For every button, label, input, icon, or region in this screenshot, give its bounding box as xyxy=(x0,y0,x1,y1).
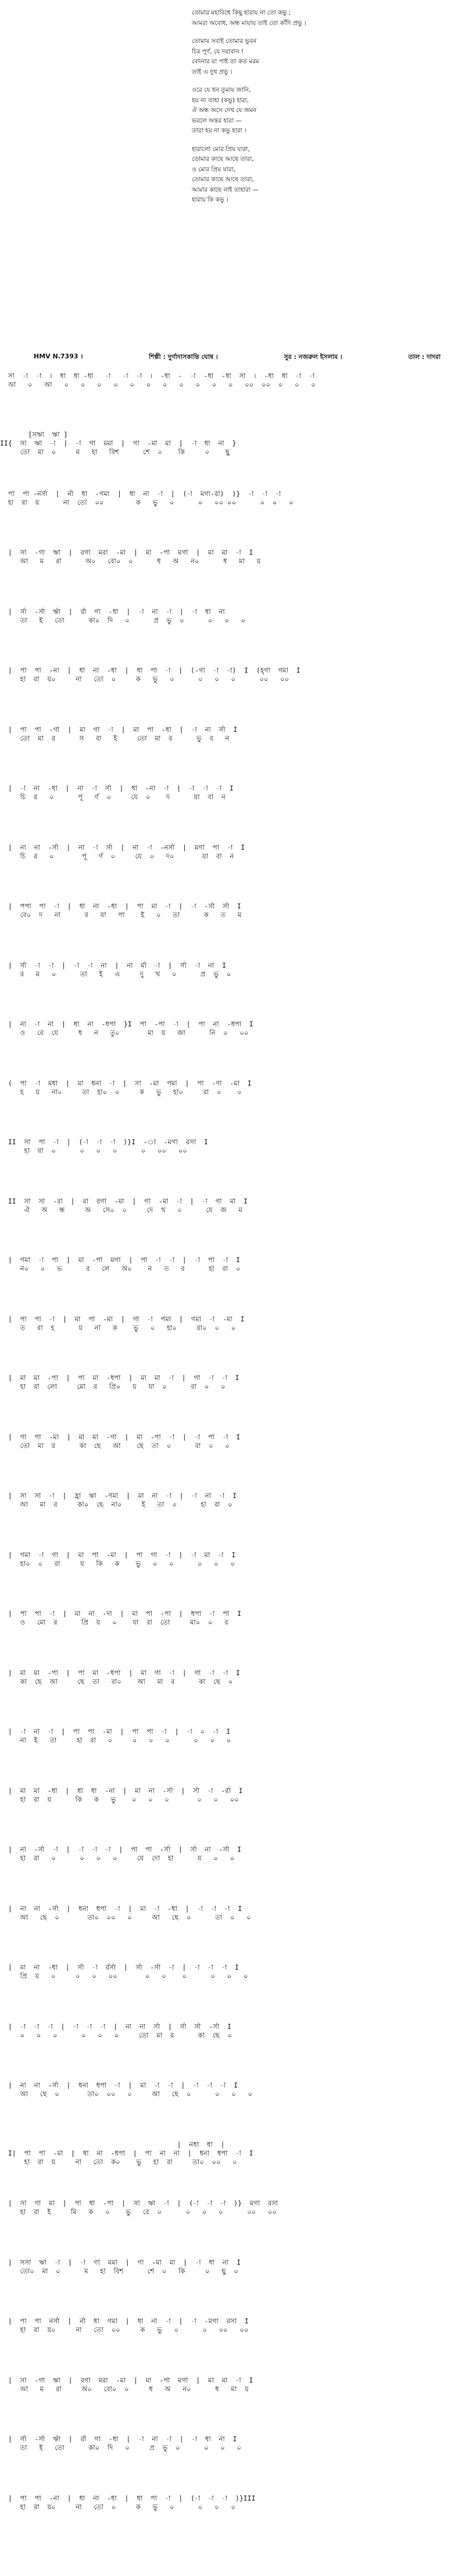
lyric-syllable-line: তো মা ০ ম হা বিশ শে ০ কি ০ ছু xyxy=(0,448,230,456)
notation-line: | মা না -ধা | র্সা -া র্রর্সা | র্সা -র্সা -া | -া -া -া I xyxy=(0,1963,239,1971)
poem-line: তোমার কাছে আছে তারা, xyxy=(192,156,254,163)
taal-label: তাল : দাদরা xyxy=(408,353,441,361)
lyric-syllable-line: হা রা য়০ না তো ০ ক ভু ০ ০ ০ ০ xyxy=(0,2503,235,2511)
notation-line: | পপা পা -া | ধা না -ধা | পা মা -া | -া -র্সা র্সা I xyxy=(0,902,241,910)
notation-line: | -া না -া | পা পা -মা | পা পা -া | -া ০ -া I xyxy=(0,1727,231,1736)
lyric-syllable-line: ০ ০ ০ ০ ০ ০ তো মা র কা ছে ০ xyxy=(0,2031,232,2039)
notation-line: I| পা পা -মা | ধা না -ধপা | পা না না | ধনা ধপা -া I xyxy=(0,2149,253,2157)
notation-line: | র্সা -র্সা র্ঋা | র্রা গা -ধা | -া না -া | -া ধা না xyxy=(0,608,225,616)
poem-line: চির পূর্ণ, যে দয়াবান ! xyxy=(192,48,244,55)
poem-stanza xyxy=(192,85,465,136)
notation-block xyxy=(0,548,465,566)
poem-stanza xyxy=(192,145,465,206)
notation-block xyxy=(0,725,465,743)
notation-line: II{ সা ঋা -া | -া গা মমা | গা -মা মা | -া ধা না } xyxy=(0,439,237,447)
lyric-syllable-line: প্রি য় ০ ০ ০ ০০ ০ ০ ০ ০ ০ ০ xyxy=(0,1972,248,1980)
poem-stanza xyxy=(192,8,465,28)
singer-credit: শিল্পী : দুর্গাদাসকান্তি ঘোষ । xyxy=(148,353,218,361)
notation-line: | মা মা -পা | পা মা -ধপা | মা মা -া | গা -া -া I xyxy=(0,1374,239,1382)
poem-line: তাই এ দুখ প্রভু । xyxy=(192,68,233,76)
notation-line: | পা পা -া | মা পা -মা | গা -া পমা | গমা -া -মা I xyxy=(0,1315,245,1323)
notation-block xyxy=(0,1197,465,1215)
lyric-syllable-line: তো মা র কা ছে আ ছে তা ০ রা ০ ০ xyxy=(0,1442,230,1450)
lyric-syllable-line: ন০ ০ ভ র লে অ০ ন ত র হা রা ০ xyxy=(0,1264,241,1273)
lyric-syllable-line: ত রা হ য় না ক ভু ০ হা০ রা০ ০ ০ xyxy=(0,1324,236,1332)
notation-block xyxy=(0,1551,465,1568)
lyric-syllable-line: চি র ০ পূ র্ণ ০ যে ০ দ০ য়া বা ন xyxy=(0,852,234,860)
poem-line: বেদনার যা পাই তা কত মরম xyxy=(192,58,259,65)
notation-line: | পা পা -া | মা না -দা | মা পা -পা | ধপা -া পা I xyxy=(0,1609,242,1618)
notation-line: | পা পা নর্সা | র্না ধা গমা | ধা না -া | -া -মগা রসা I xyxy=(0,2317,249,2325)
poem-line: তোমার মহাবিশ্বে কিছু হারায় না তো কভু ; xyxy=(192,9,291,16)
lyric-syllable-line: হা রা য়০ না তো ০ ক ভু ০ ০ ০ ০ ০০ ০০ xyxy=(0,675,289,683)
notation-block xyxy=(0,1845,465,1863)
poem-line: তোমার কাছে আছে তারা, xyxy=(192,176,254,183)
lyric-syllable-line: তা ই তো কা০ দি ০ প্র ভু ০ ০ ০ ০ xyxy=(0,616,245,624)
notation-block xyxy=(0,2435,465,2452)
notation-block xyxy=(0,1905,465,1922)
notation-block xyxy=(0,1138,465,1155)
notation-block xyxy=(0,2317,465,2334)
lyric-syllable-line: হা০ ০ রা য় কি ক ভু ০ ০ ০ ০ ০ xyxy=(0,1560,235,1568)
notation-line: | গমা -া গা | মা পা -মা | পা গা -া | -া মা -া I xyxy=(0,1551,236,1559)
notation-block xyxy=(0,490,465,507)
notation-block xyxy=(0,961,465,979)
poem-line: আমার কাছে নাই তাহারা — xyxy=(192,186,259,193)
notation-line: | -া -া -া | -া -া -া | না না র্সা | র্সা র্সা -র্সা I xyxy=(0,2022,231,2031)
notation-line: | না না -র্সা | না -া র্সা | না -া -নর্সা | মগা পা -া I xyxy=(0,843,245,852)
notation-line: II সা পা -া | (-া -া -া )}I -া -মগা রসা I xyxy=(0,1138,208,1146)
poem-line: তোমায় সবাই তোমার ভুবন xyxy=(192,38,257,45)
lyric-syllable-line: কা ছে আ ছে তা রা০ আ মা র কা ছে ০ xyxy=(0,1677,233,1686)
lyric-syllable-line: হা রা ০ ০ ০ ০ ০ ০০ ০০ xyxy=(0,1147,187,1155)
lyric-syllable-line: তো০ মা ০ ম হা বিশ শে ০ কি ০ ছু ০ xyxy=(0,2267,238,2275)
notation-line: [সঋা ঋা ] xyxy=(0,430,68,439)
notation-block xyxy=(0,1374,465,1391)
poem-line: ও মোর প্রিয় যারা, xyxy=(192,166,235,173)
notation-block xyxy=(0,1079,465,1097)
poem-lyrics xyxy=(0,8,465,214)
lyric-syllable-line: হ য় না০ তা হা০ ০ ক ভু হা০ রা ০ ০ xyxy=(0,1088,242,1096)
notation-line: | গমা -া পা | মা -পা মগা | পা -া -া | -া পা -া I xyxy=(0,1256,241,1264)
notation-block xyxy=(0,2081,465,2099)
lyric-syllable-line: ও রে যে ধ ন তু০ মা য় জা নি ০ ০০ xyxy=(0,1029,249,1037)
lyric-syllable-line: আ ০ আ ০ ০ ০ ০ ০ ০ ০ ০ ০ ০ ০ ০০ ০০ ০ ০ ০ xyxy=(0,380,316,389)
lyric-syllable-line: হা রা য় না তো ক০ ভু হা রা তা০ ০০ ০ xyxy=(0,2158,237,2166)
notation-line: | র্সা -র্সা র্ঋা | র্রা গা -ধা | -া না -া | -া ধা না I xyxy=(0,2435,237,2443)
notation-block xyxy=(0,1433,465,1450)
notation-line: | গা পা -মা | মা মা -গা | মা -পা -া | -া পা -া I xyxy=(0,1433,241,1441)
lyric-syllable-line: হা রা ০ ০ ০ ০ যে দো হা য় ০ ০ xyxy=(0,1854,235,1862)
lyric-syllable-line: ও মো র প্রি য় ০ যা রা তো মা০ ০ র xyxy=(0,1618,228,1626)
lyric-syllable-line: হা রা য় না তো ০০ ক ভু ০ ০ ০০ ০০ ০ ০ ০ xyxy=(0,498,294,506)
poem-stanza xyxy=(192,37,465,77)
notation-line: | সসা ঋা -া | -া গা মমা | গা -মা মা | -া ধা না I xyxy=(0,2258,241,2266)
notation-line: | না -া না | ধা না -ধপা }I পা -পা -া | পা না -ধপা I xyxy=(0,1020,253,1028)
notation-block xyxy=(0,2022,465,2040)
notation-line: সা -া -া । ধা ধা -ধা -া -া -া । -ধা - -া -ধা -ধা সা । -ধা ধা -া -া xyxy=(0,372,315,380)
lyric-syllable-line: চি র ০ পূ র্ণ ০ যে ০ দ য়া বা ন xyxy=(0,793,226,801)
lyric-syllable-line: হা রা ই মি ক ০ ভু রে ০ ০ ০ ০ ০০ ০০ xyxy=(0,2208,277,2216)
lyric-syllable-line: হা রা য় কি ক ভু ০ ০ ০ ০ ০ ০০ xyxy=(0,1795,239,1803)
notation-block xyxy=(0,2258,465,2276)
lyric-syllable-line: তা ই তো কা০ দি ০ প্র ভু ০ ০ ০ ০ xyxy=(0,2444,242,2452)
poem-line: আমরা অবোধ, অন্ধ মায়ায় তাই তো কাঁদি প্রভু । xyxy=(192,19,306,27)
notation-block xyxy=(0,430,465,457)
song-header xyxy=(34,352,441,363)
lyric-syllable-line: ঐ অ ন্ধ অ সে০ ০ দে খ ০ যে জ ম xyxy=(0,1206,242,1214)
notation-block xyxy=(0,1315,465,1332)
notation-line: | পা পা -না | ধা না -ধা | ধা পা -া | (-া -া -া )}III xyxy=(0,2494,256,2502)
notation-line: | মা মা -পা | পা মা -ধপা | মা গা -া | গা -া -া I xyxy=(0,1669,240,1677)
poem-line: তারা হয় না কভু হারা । xyxy=(192,127,246,134)
notation-block xyxy=(0,1727,465,1745)
poem-line: হারালো মোর প্রিয় যারা, xyxy=(192,145,250,153)
notation-block xyxy=(0,2140,465,2167)
poem-line: হারায় কি কভু । xyxy=(192,196,228,203)
notation-block xyxy=(0,1963,465,1981)
notation-block xyxy=(0,372,465,389)
lyric-syllable-line: হা রা য়০ না তো ০০ ক ভু ০ ০ ০০ ০০ xyxy=(0,2326,249,2334)
notation-block xyxy=(0,2376,465,2394)
notation-line: | পা পা -গা | মা গা -া | মা পা -ধা | -া না র্সা I xyxy=(0,725,238,734)
lyric-syllable-line: আ ম রা অ০ বো০ ০ ধ অ ন০ ধ মা য় xyxy=(0,557,261,565)
notation-block xyxy=(0,902,465,919)
notation-line: ( পা -া মধা | মা ধনা -া | সা -মা পমা | পা -ণা -মা I xyxy=(0,1079,252,1087)
notation-line: পা পা -নর্সা | র্না ধা -গমা | ধা না -া | (-া মগা-রা) )} -া -া -া xyxy=(0,490,281,498)
notation-line: | না না -র্সা | ধনা ধপা -া | মা -া -া | -া -া -া I xyxy=(0,2081,238,2089)
poem-line: হয় না তাহা (কভু) হারা, xyxy=(192,96,249,104)
notation-block xyxy=(0,1609,465,1627)
notation-block xyxy=(0,608,465,625)
notation-block xyxy=(0,843,465,861)
notation-line: | নধা ধা | xyxy=(0,2140,225,2149)
notation-block xyxy=(0,1787,465,1804)
notation-line: | মা মা -ধা | ধা ধা -না | মা না -র্সা | র্সা -া -র্রা I xyxy=(0,1787,243,1795)
notation-block xyxy=(0,784,465,802)
notation-line: | পা পা -না | ধা না -ধা | ধা পা -া | (-গা -া -া) I (হ্গা গমা I xyxy=(0,666,301,674)
poem-line: ভরলে অন্তর হারা — xyxy=(192,117,242,124)
lyric-syllable-line: তো মা র স বা ই তো মা র ভু ব ন xyxy=(0,734,230,742)
notation-line: | না -র্সা -া | -া -া -া | পা পা -র্সা | র্সা না -র্সা I xyxy=(0,1845,242,1853)
lyric-syllable-line: আ ম রা অ০ বো০ ০ ধ অ ন০ ধ মা য় xyxy=(0,2385,249,2393)
notation-block xyxy=(0,1669,465,1686)
notation-block xyxy=(0,1492,465,1509)
lyric-syllable-line: র ম ০ তা ই এ দু খ ০ প্র ভু ০ xyxy=(0,970,231,978)
notation-line: II সা সা -রা | রা রগা -মা | গা -মা -া | -া গা মা I xyxy=(0,1197,248,1205)
notation-line: | -া না -ধা | না -া র্সা | ধা -না -া | -া -া -া I xyxy=(0,784,234,792)
notation-line: | সা গা মা | পা ধা -পা | সা ঋা -া | (-া -া -া )} মগা রসা xyxy=(0,2199,278,2207)
lyric-syllable-line: আ ছে ০ তা০ ০০ ০ আ ছে ০ তা ০ ০ xyxy=(0,1913,251,1921)
notation-line: | সা -গা ঋা | রগা মরা -মা | মা -পা মগা | মা মা -া I xyxy=(0,2376,253,2384)
poem-line: ওরে যে ধন তুমায় জানি, xyxy=(192,87,251,94)
lyric-syllable-line: বে০ দ না র যা পা ই ০ তা ক ত ম xyxy=(0,911,242,919)
notation-block xyxy=(0,1256,465,1273)
lyric-syllable-line: আ ছে ০ তা০ ০০ ০ আ ছে ০ ০ ০ ০ xyxy=(0,2090,252,2098)
poem-line: ঐ অন্ধ অসে দেখ যে জমন xyxy=(192,107,257,114)
notation-line: | সা -গা ঋা | রগা মরা -মা | মা -পা মগা | মা মা -া I xyxy=(0,548,253,556)
composer-credit: সুর : নজরুল ইসলাম । xyxy=(284,353,342,361)
notation-block xyxy=(0,1020,465,1037)
record-number: HMV N.7393 । xyxy=(34,353,83,360)
notation-block xyxy=(0,2494,465,2512)
notation-line: | সা সা -া | হ্রা ঋা -ণমা | মা না -া | -া না -া I xyxy=(0,1492,237,1500)
lyric-syllable-line: আ মা র কা০ ছে না০ ই তা ০ হা রা ০ xyxy=(0,1500,233,1508)
notation-block xyxy=(0,2199,465,2216)
lyric-syllable-line: না ই তা হা রা ০ ০ ০ ০ ০ ০ ০ xyxy=(0,1736,231,1744)
notation-line: | না না -র্সা | ধনা ধপা -া | মা -া -ধা | -া -া -া I xyxy=(0,1905,242,1913)
notation-line: | র্সা -া -া | -া -া না | না র্মা -া | র্সা -া না I xyxy=(0,961,226,969)
notation-block xyxy=(0,666,465,684)
lyric-syllable-line: হা রা লো মো র প্রি০ য় যা ০ রা ০ ০ xyxy=(0,1382,226,1391)
